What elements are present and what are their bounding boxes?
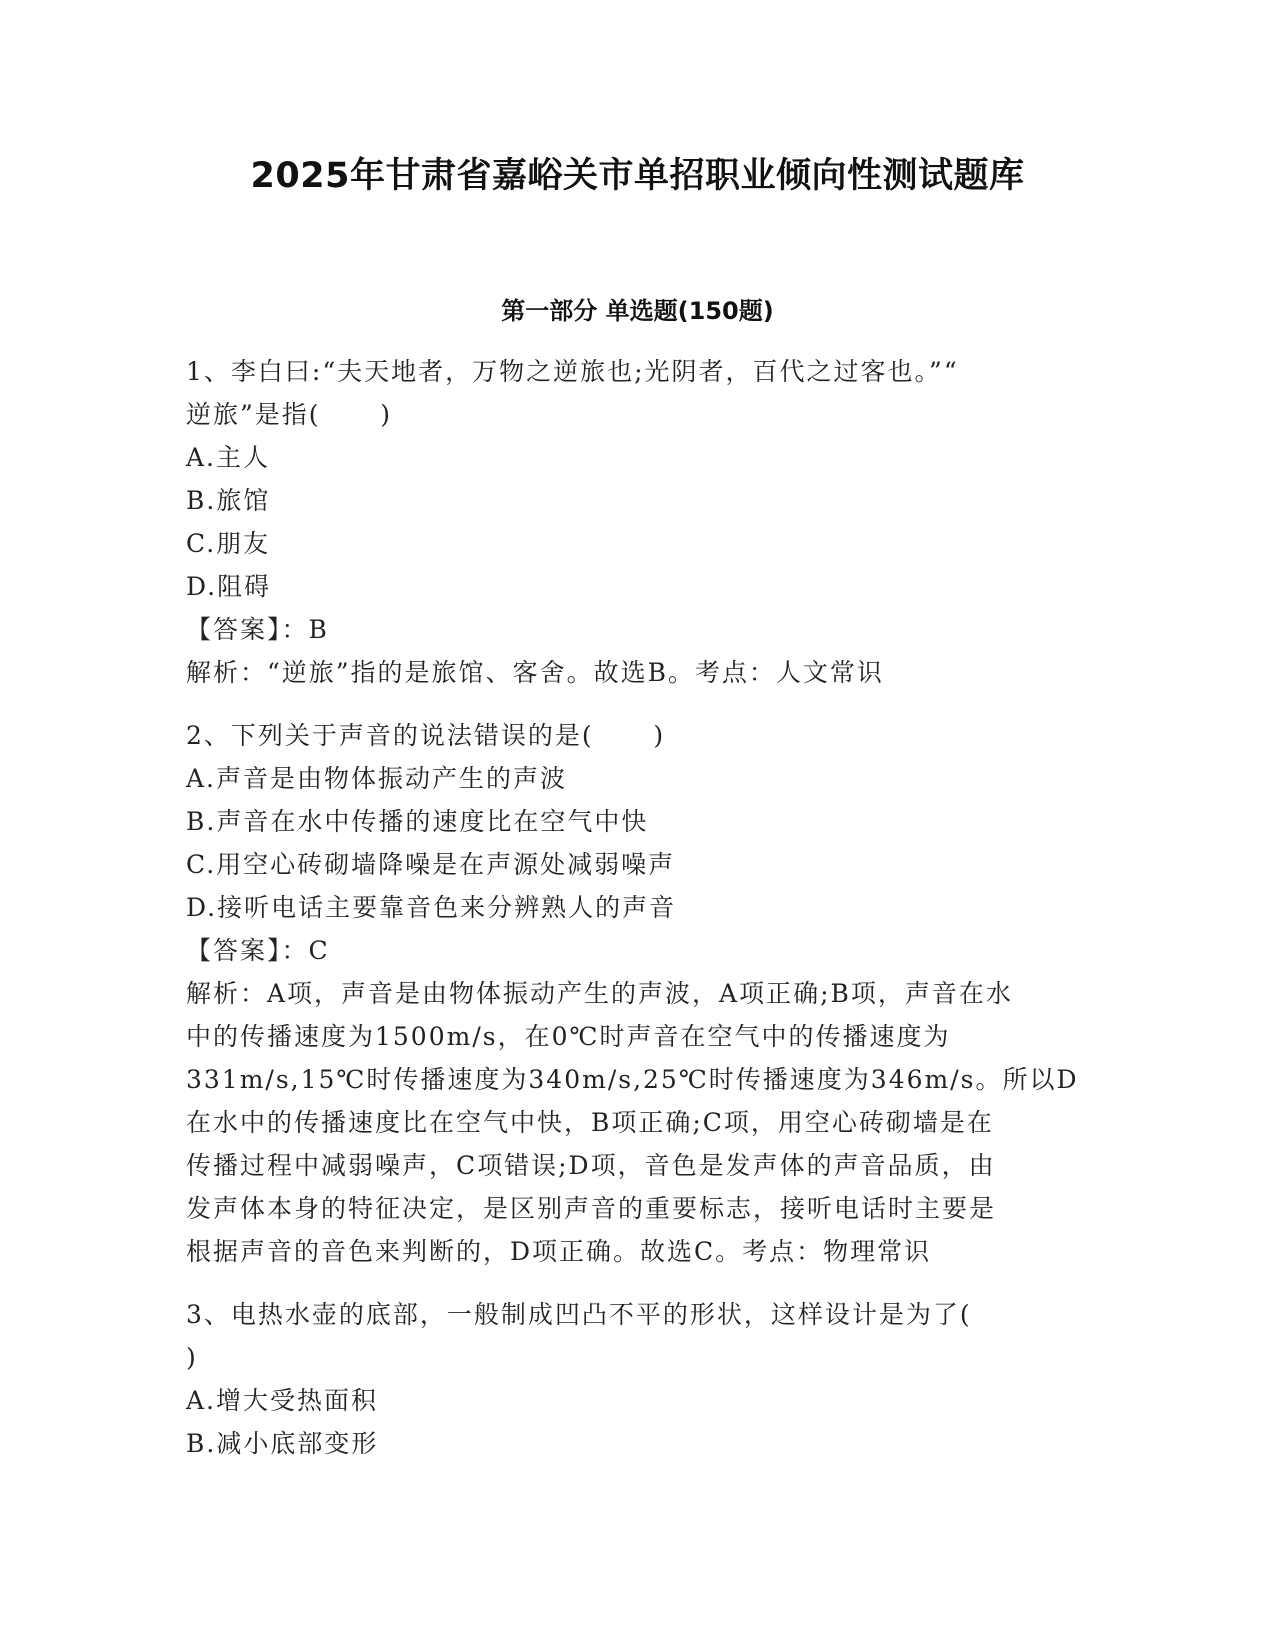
question-stem-line: ) (186, 1343, 198, 1372)
option-d: D.接听电话主要靠音色来分辨熟人的声音 (186, 893, 677, 922)
analysis-line: 传播过程中减弱噪声，C项错误;D项，音色是发声体的声音品质，由 (186, 1151, 996, 1180)
analysis-line: 解析：A项，声音是由物体振动产生的声波，A项正确;B项，声音在水 (186, 979, 1013, 1008)
analysis: 解析：“逆旅”指的是旅馆、客舍。故选B。考点：人文常识 (186, 658, 884, 687)
analysis-line: 331m/s,15℃时传播速度为340m/s,25℃时传播速度为346m/s。所以D (186, 1065, 1079, 1094)
analysis-line: 中的传播速度为1500m/s，在0℃时声音在空气中的传播速度为 (186, 1022, 951, 1051)
analysis-line: 根据声音的音色来判断的，D项正确。故选C。考点：物理常识 (186, 1237, 932, 1266)
option-d: D.阻碍 (186, 572, 272, 601)
question-list (186, 350, 1086, 1485)
section-heading: 第一部分 单选题(150题) (501, 297, 774, 325)
question-stem-line: 3、电热水壶的底部，一般制成凹凸不平的形状，这样设计是为了( (186, 1300, 972, 1329)
answer: 【答案】：B (186, 615, 329, 644)
question-stem-line: 2、下列关于声音的说法错误的是( ) (186, 721, 666, 750)
question-stem-line: 1、李白曰:“夫天地者，万物之逆旅也;光阴者，百代之过客也。”“ (186, 357, 959, 386)
option-a: A.主人 (186, 443, 271, 472)
question-stem-line: 逆旅”是指( ) (186, 400, 392, 429)
option-b: B.旅馆 (186, 486, 271, 515)
analysis-line: 在水中的传播速度比在空气中快，B项正确;C项，用空心砖砌墙是在 (186, 1108, 994, 1137)
question-3 (186, 1293, 1086, 1465)
analysis-line: 发声体本身的特征决定，是区别声音的重要标志，接听电话时主要是 (186, 1194, 997, 1223)
option-b: B.减小底部变形 (186, 1429, 379, 1458)
question-1 (186, 350, 1086, 694)
question-2 (186, 714, 1086, 1273)
option-a: A.增大受热面积 (186, 1386, 379, 1415)
document-title: 2025年甘肃省嘉峪关市单招职业倾向性测试题库 (250, 156, 1025, 196)
option-a: A.声音是由物体振动产生的声波 (186, 764, 568, 793)
option-b: B.声音在水中传播的速度比在空气中快 (186, 807, 649, 836)
option-c: C.朋友 (186, 529, 271, 558)
option-c: C.用空心砖砌墙降噪是在声源处减弱噪声 (186, 850, 676, 879)
answer: 【答案】：C (186, 936, 330, 965)
